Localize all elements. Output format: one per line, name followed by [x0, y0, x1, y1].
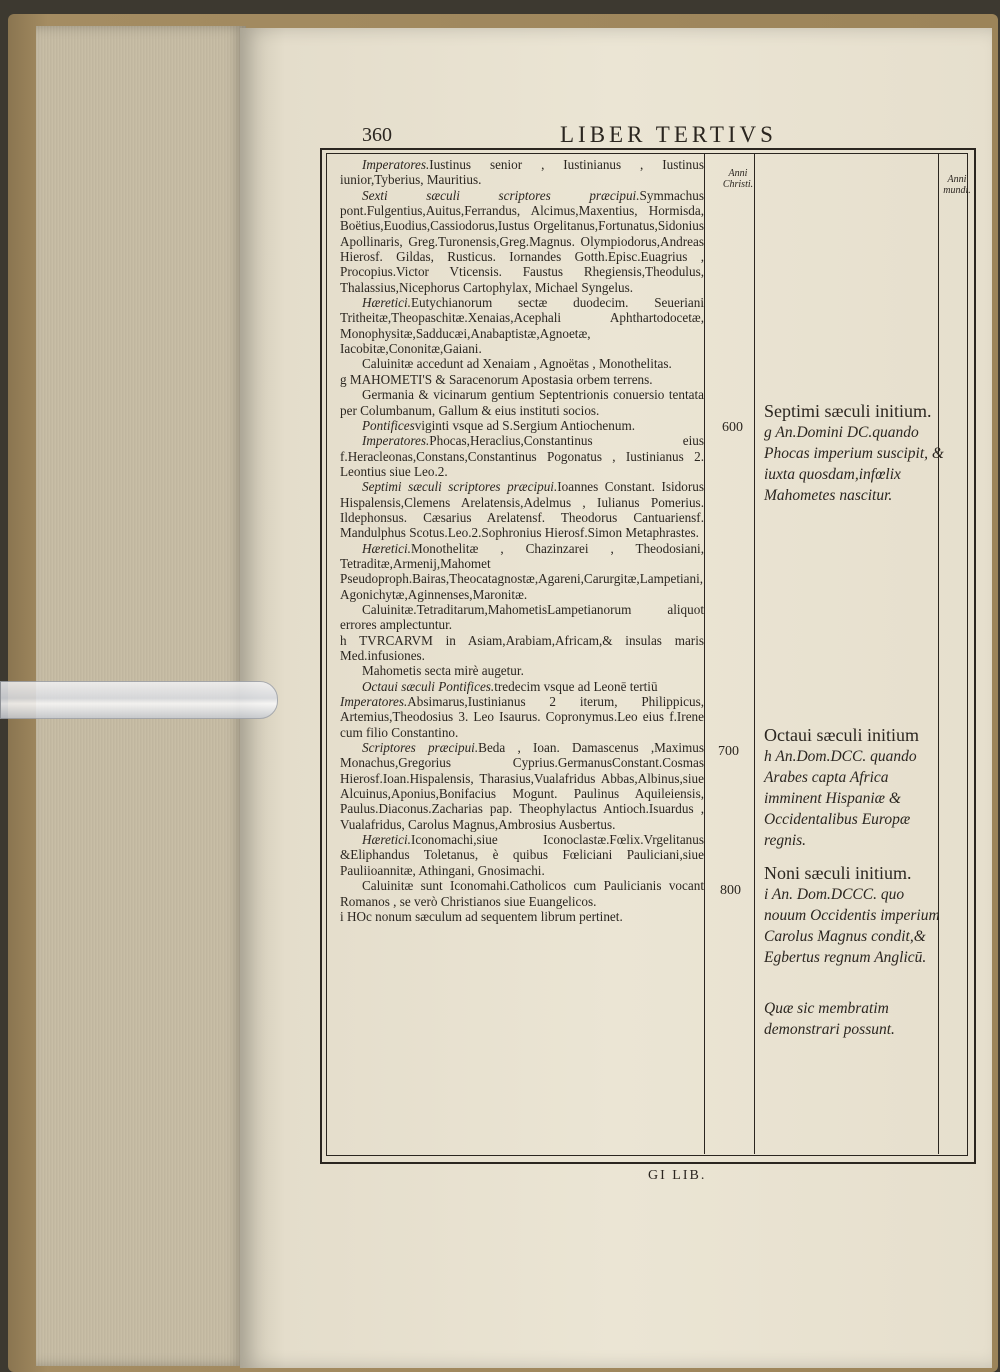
text-paragraph [340, 740, 704, 832]
paragraph-text: h TVRCARVM in Asiam,Arabiam,Africam,& insulas maris Med.infusiones. [340, 632, 704, 663]
year-600: 600 [722, 420, 743, 435]
paragraph-label: Hæretici. [362, 540, 411, 556]
paragraph-text: tredecim vsque ad Leonē tertiū [494, 678, 658, 694]
paragraph-text: i HOc nonum sæculum ad sequentem librum pertinet. [340, 908, 623, 924]
text-paragraph [340, 832, 704, 878]
paragraph-label: Imperatores. [340, 694, 408, 710]
bookmark-ribbon[interactable] [0, 681, 278, 719]
paragraph-label: Sexti sæculi scriptores præcipui. [362, 187, 640, 203]
paragraph-text: Caluinitæ accedunt ad Xenaiam , Agnoëtas , Monothelitas. [362, 356, 672, 372]
text-paragraph [340, 387, 704, 418]
paragraph-label: Scriptores præcipui. [362, 740, 479, 756]
main-text-column [340, 157, 704, 924]
running-head: LIBER TERTIVS [560, 122, 777, 147]
paragraph-text: Germania & vicinarum gentium Septentrionis conuersio tentata per Columbanum, Gallum & eius instituti socios. [340, 387, 704, 418]
paragraph-text: Caluinitæ.Tetraditarum,MahometisLampetianorum aliquot errores amplectuntur. [340, 601, 704, 633]
text-paragraph [340, 909, 704, 924]
paragraph-label: Imperatores. [362, 157, 430, 172]
text-paragraph [340, 479, 704, 540]
column-rule-2 [754, 153, 755, 1154]
text-paragraph [340, 418, 704, 433]
text-paragraph [340, 663, 704, 678]
paragraph-text: Iustinus senior , Iustinianus , Iustinus iunior,Tyberius, Mauritius. [340, 157, 704, 188]
column-head-anni-christi: Anni Christi. [722, 168, 754, 190]
side-note-body: g An.Domini DC.quando Phocas imperium suscipit, & iuxta quosdam,infœlix Mahometes nascitur. [764, 424, 944, 504]
paragraph-label: Hæretici. [362, 832, 411, 848]
text-paragraph [340, 295, 704, 356]
side-note-body: Quæ sic membratim demonstrari possunt. [764, 1000, 895, 1038]
text-paragraph [340, 878, 704, 909]
side-note-closing [764, 998, 944, 1040]
paragraph-label: Imperatores. [362, 433, 430, 449]
side-note-seventh-century [764, 400, 944, 506]
paragraph-text: Mahometis secta mirè augetur. [362, 663, 524, 679]
text-paragraph [340, 694, 704, 740]
year-800: 800 [720, 883, 741, 898]
column-rule-1 [704, 153, 705, 1154]
text-paragraph [340, 433, 704, 479]
side-note-heading: Septimi sæculi initium. [764, 401, 932, 421]
paragraph-text: viginti vsque ad S.Sergium Antiochenum. [414, 417, 636, 433]
text-paragraph [340, 541, 704, 602]
side-note-eighth-century [764, 724, 944, 851]
year-700: 700 [718, 744, 739, 759]
paragraph-text: Caluinitæ sunt Iconomahi.Catholicos cum Paulicianis vocant Romanos , se verò Christianos siue Euangelicos. [340, 878, 704, 909]
text-paragraph [340, 633, 704, 664]
page-number: 360 [362, 124, 392, 146]
side-note-ninth-century [764, 862, 944, 968]
paragraph-text: Ioannes Constant. Isidorus Hispalensis,Clemens Arelatensis,Adelmus , Iulianus Pomerius. Ildephonsus. Cæsarius Arelatensf. Theodorus Cantuariensf. Mandulphus Scotus.Leo.2.Sophronius Hierosf.Simon Metaphrastes. [340, 479, 704, 541]
paragraph-text: Absimarus,Iustinianus 2 iterum, Philippicus, Artemius,Theodosius 3. Leo Isaurus. Copronymus.Leo eius f.Irene cum filio Constantino. [340, 694, 704, 740]
catchword: GI LIB. [648, 1168, 707, 1183]
text-paragraph [340, 679, 704, 694]
paragraph-text: Monothelitæ , Chazinzarei , Theodosiani, Tetraditæ,Armenij,Mahomet Pseudoproph.Bairas,Theocatagnostæ,Agareni,Carurgitæ,Lampetiani, Agonichytæ,Aginnenses,Maronitæ. [340, 540, 704, 602]
text-paragraph [340, 188, 704, 295]
paragraph-label: Pontifices [362, 417, 415, 433]
paragraph-label: Hæretici. [362, 295, 411, 311]
paragraph-text: Phocas,Heraclius,Constantinus eius f.Heracleonas,Constans,Constantinus Pogonatus , Iustinianus 2. Leontius siue Leo.2. [340, 433, 704, 479]
text-paragraph [340, 602, 704, 633]
side-note-heading: Noni sæculi initium. [764, 863, 912, 883]
text-paragraph [340, 157, 704, 188]
side-note-body: h An.Dom.DCC. quando Arabes capta Africa imminent Hispaniæ & Occidentalibus Europæ regnis. [764, 748, 917, 849]
text-paragraph [340, 372, 704, 387]
paragraph-text: Eutychianorum sectæ duodecim. Seueriani Tritheitæ,Theopaschitæ.Xenaias,Acephali Aphthartodocetæ, Monophysitæ,Sadducæi,Anabaptistæ,Agnoetæ, Iacobitæ,Cononitæ,Gaiani. [340, 295, 704, 357]
column-head-anni-mundi: Anni mundi. [943, 174, 971, 196]
paragraph-text: Beda , Ioan. Damascenus ,Maximus Monachus,Gregorius Cyprius.GermanusConstant.Cosmas Hierosf.Ioan.Hispalensis, Tharasius,Vualafridus Abbas,Albinus,siue Alcuinus,Aponius,Bonifacius Mogunt. Paulinus Aquileiensis, Paulus.Diaconus.Zacharias pap. Theophylactus Antioch.Isuardus , Vualafridus, Carolus Magnus,Ambrosius Ausbertus. [340, 740, 704, 832]
paragraph-text: Iconomachi,siue Iconoclastæ.Fœlix.Vrgelitanus &Eliphandus Toletanus, è quibus Fœliciani Pauliciani,siue Pauliioannitæ, Athingani, Gnosimachi. [340, 832, 704, 878]
side-note-heading: Octaui sæculi initium [764, 725, 919, 745]
text-paragraph [340, 356, 704, 371]
paragraph-text: g MAHOMETI'S & Saracenorum Apostasia orbem terrens. [340, 371, 653, 387]
paragraph-label: Octaui sæculi Pontifices. [362, 678, 495, 694]
paragraph-text: Symmachus pont.Fulgentius,Auitus,Ferrandus, Alcimus,Maxentius, Hormisda, Boëtius,Euodius,Cassiodorus,Iustus Orgelitanus,Fortunatus,Sidonius Apollinaris, Greg.Turonensis,Greg.Magnus. Olympiodorus,Andreas Hierosf. Gildas, Rusticus. Iornandes Gotth.Episc.Euagrius , Procopius.Victor Vticensis. Faustus Rhegiensis,Theodulus, Thalassius,Nicephorus Cartophylax, Michael Syngelus. [340, 187, 704, 295]
paragraph-label: Septimi sæculi scriptores præcipui. [362, 479, 558, 495]
side-note-body: i An. Dom.DCCC. quo nouum Occidentis imperium Carolus Magnus condit,& Egbertus regnum Anglicū. [764, 886, 940, 966]
